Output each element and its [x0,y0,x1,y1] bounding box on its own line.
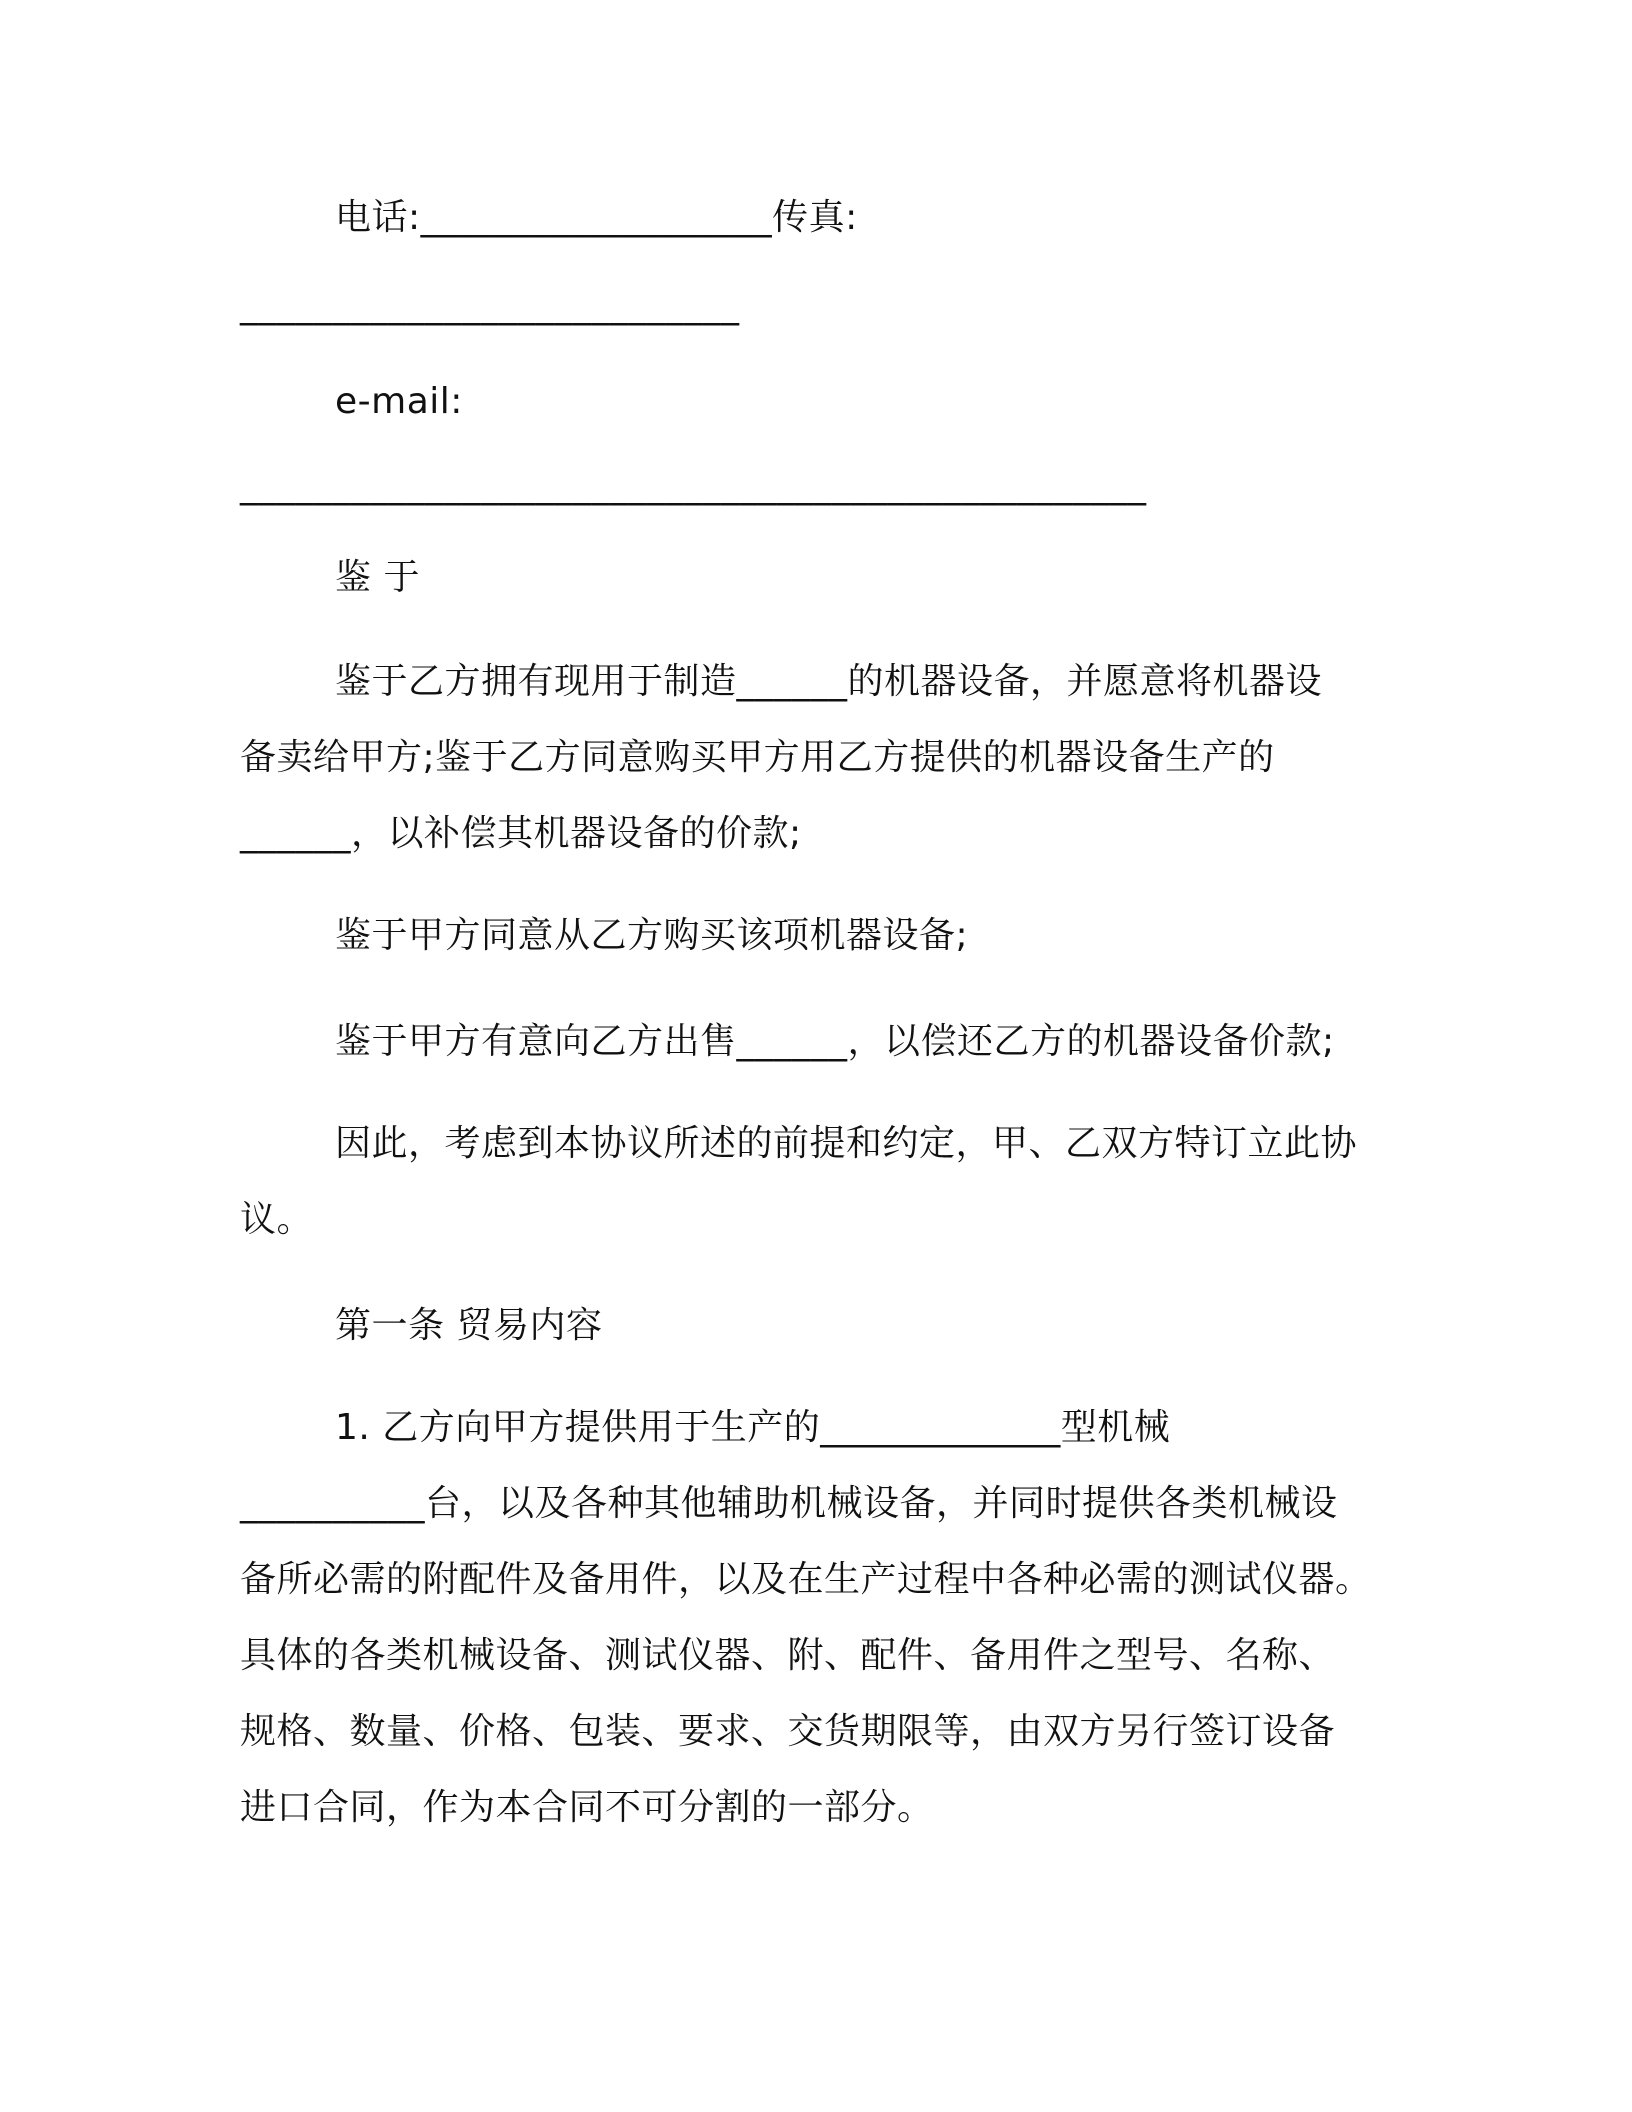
article-1-item-1-line-3: 备所必需的附配件及备用件，以及在生产过程中各种必需的测试仪器。 [240,1559,1372,1600]
article-1-item-1-line-4: 具体的各类机械设备、测试仪器、附、配件、备用件之型号、名称、 [240,1635,1336,1676]
fax-blank-line: ___________________________ [240,285,740,326]
whereas-paragraph-1-line-3: ______，以补偿其机器设备的价款; [240,813,802,854]
whereas-paragraph-1-line-2: 备卖给甲方;鉴于乙方同意购买甲方用乙方提供的机器设备生产的 [240,737,1275,778]
whereas-paragraph-2: 鉴于甲方同意从乙方购买该项机器设备; [335,915,969,956]
whereas-paragraph-3: 鉴于甲方有意向乙方出售______，以偿还乙方的机器设备价款; [335,1021,1335,1062]
whereas-heading: 鉴 于 [335,557,420,598]
email-label-line: e-mail: [335,381,463,422]
whereas-paragraph-1-line-1: 鉴于乙方拥有现用于制造______的机器设备，并愿意将机器设 [335,661,1323,702]
article-1-heading: 第一条 贸易内容 [335,1305,603,1346]
phone-fax-line: 电话:___________________传真: [335,197,858,238]
therefore-paragraph-line-2: 议。 [240,1199,314,1240]
article-1-item-1-line-5: 规格、数量、价格、包装、要求、交货期限等，由双方另行签订设备 [240,1711,1336,1752]
article-1-item-1-line-6: 进口合同，作为本合同不可分割的一部分。 [240,1787,934,1828]
article-1-item-1-line-1: 1. 乙方向甲方提供用于生产的_____________型机械 [335,1407,1171,1448]
article-1-item-1-line-2: __________台，以及各种其他辅助机械设备，并同时提供各类机械设 [240,1483,1338,1524]
therefore-paragraph-line-1: 因此，考虑到本协议所述的前提和约定，甲、乙双方特订立此协 [335,1123,1358,1164]
email-blank-line: _________________________________________________ [240,465,1147,506]
